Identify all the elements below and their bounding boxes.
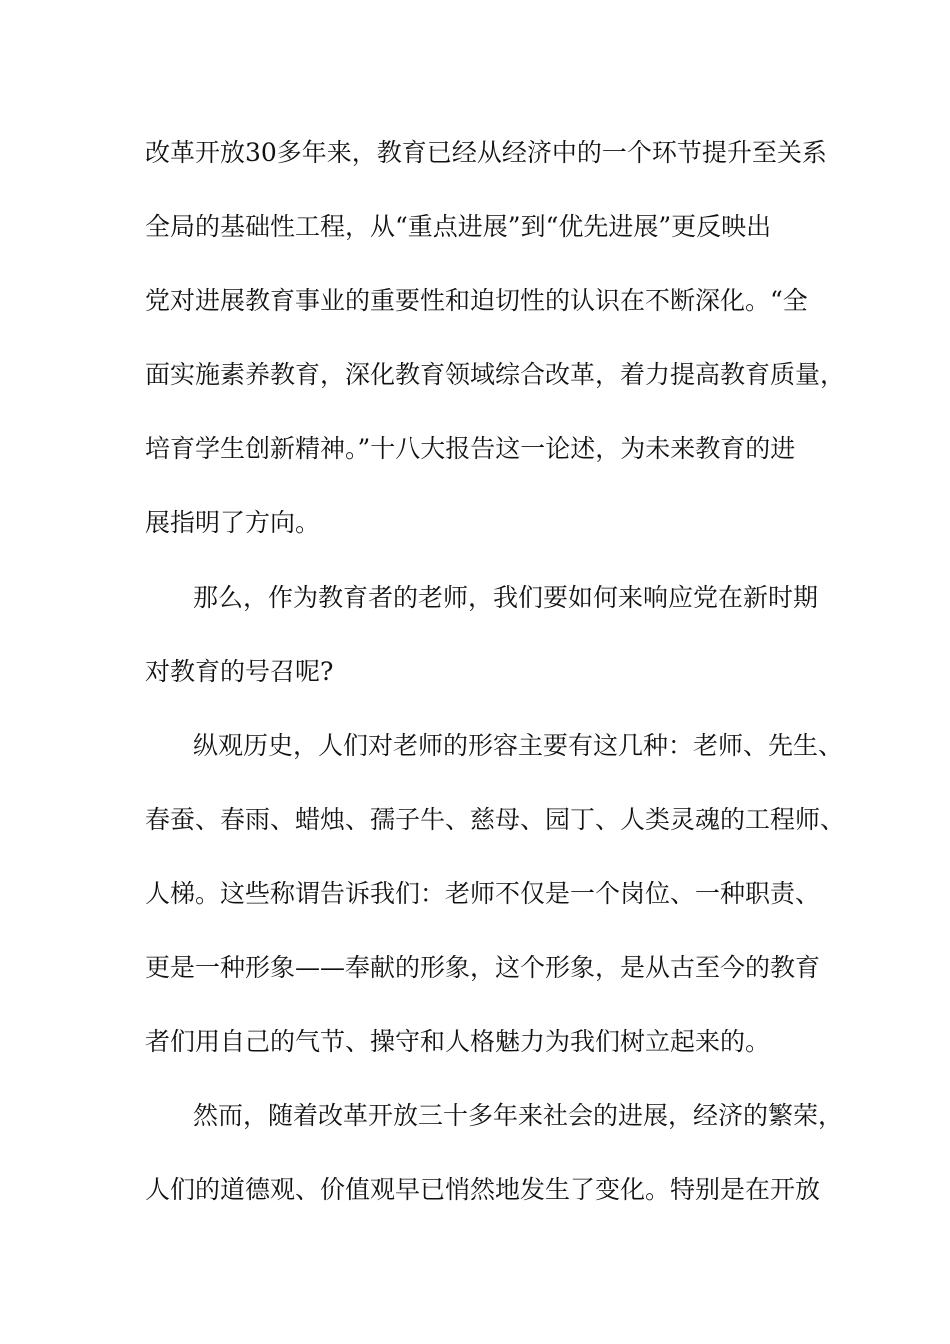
text-line-12: 更是一种形象——奉献的形象，这个形象，是从古至今的教育 bbox=[145, 953, 821, 982]
text-line-9: 纵观历史，人们对老师的形容主要有这几种：老师、先生、 bbox=[193, 731, 844, 760]
text-line-11: 人梯。这些称谓告诉我们：老师不仅是一个岗位、一种职责、 bbox=[145, 879, 821, 908]
text-line-4: 面实施素养教育，深化教育领域综合改革，着力提高教育质量， bbox=[145, 360, 846, 389]
text-line-13: 者们用自己的气节、操守和人格魅力为我们树立起来的。 bbox=[145, 1027, 771, 1056]
text-line-15: 人们的道德观、价值观早已悄然地发生了变化。特别是在开放 bbox=[145, 1175, 821, 1204]
text-line-3: 党对进展教育事业的重要性和迫切性的认识在不断深化。“全 bbox=[145, 286, 808, 315]
text-line-14: 然而，随着改革开放三十多年来社会的进展，经济的繁荣， bbox=[193, 1101, 844, 1130]
text-line-8: 对教育的号召呢? bbox=[145, 657, 334, 686]
text-line-10: 春蚕、春雨、蜡烛、孺子牛、慈母、园丁、人类灵魂的工程师、 bbox=[145, 805, 846, 834]
text-line-6: 展指明了方向。 bbox=[145, 508, 321, 537]
text-line-5: 培育学生创新精神。”十八大报告这一论述，为未来教育的进 bbox=[145, 434, 796, 463]
text-line-7: 那么，作为教育者的老师，我们要如何来响应党在新时期 bbox=[193, 583, 819, 612]
text-line-2: 全局的基础性工程，从“重点进展”到“优先进展”更反映出 bbox=[145, 212, 772, 241]
text-line-1: 改革开放30多年来，教育已经从经济中的一个环节提升至关系 bbox=[145, 138, 827, 167]
